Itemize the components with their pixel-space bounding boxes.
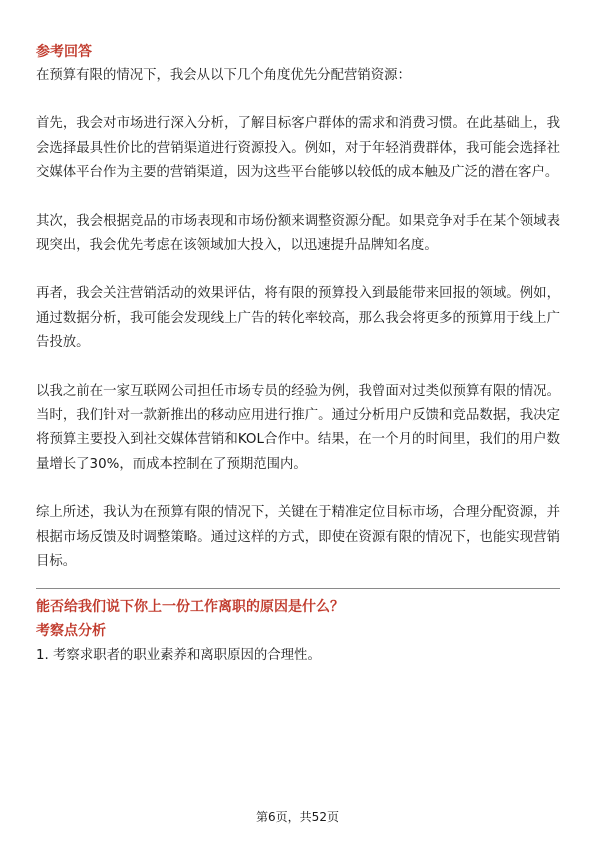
paragraph-gap [36, 258, 560, 282]
page-content [36, 42, 560, 669]
answer-paragraph-1: 首先，我会对市场进行深入分析，了解目标客户群体的需求和消费习惯。在此基础上，我会选择最具性价比的营销渠道进行资源投入。例如，对于年轻消费群体，我可能会选择社交媒体平台作为主要的营销渠道，因为这些平台能够以较低的成本触及广泛的潜在客户。 [36, 116, 560, 181]
answer-intro: 在预算有限的情况下，我会从以下几个角度优先分配营销资源： [36, 68, 411, 83]
reference-answer-label: 参考回答 [36, 44, 92, 60]
next-question-title: 能否给我们说下你上一份工作离职的原因是什么？ [36, 598, 344, 615]
answer-paragraph-2: 其次，我会根据竞品的市场表现和市场份额来调整资源分配。如果竞争对手在某个领域表现突出，我会优先考虑在该领域加大投入，以迅速提升品牌知名度。 [36, 213, 560, 254]
paragraph-gap [36, 477, 560, 501]
paragraph-gap [36, 186, 560, 210]
analysis-point-1: 1. 考察求职者的职业素养和离职原因的合理性。 [36, 647, 321, 663]
page-number: 第6页，共52页 [256, 810, 339, 824]
paragraph-gap [36, 356, 560, 380]
answer-paragraph-4: 以我之前在一家互联网公司担任市场专员的经验为例，我曾面对过类似预算有限的情况。当时，我们针对一款新推出的移动应用进行推广。通过分析用户反馈和竞品数据，我决定将预算主要投入到社交媒体营销和KOL合作中。结果，在一个月的时间里，我们的用户数量增长了30%，而成本控制在了预期范围内。 [36, 383, 560, 472]
analysis-label: 考察点分析 [36, 622, 106, 639]
answer-paragraph-3: 再者，我会关注营销活动的效果评估，将有限的预算投入到最能带来回报的领域。例如，通过数据分析，我可能会发现线上广告的转化率较高，那么我会将更多的预算用于线上广告投放。 [36, 286, 560, 351]
answer-paragraph-5: 综上所述，我认为在预算有限的情况下，关键在于精准定位目标市场，合理分配资源，并根据市场反馈及时调整策略。通过这样的方式，即使在资源有限的情况下，也能实现营销目标。 [36, 505, 560, 570]
section-divider [36, 588, 560, 589]
paragraph-gap [36, 88, 560, 112]
